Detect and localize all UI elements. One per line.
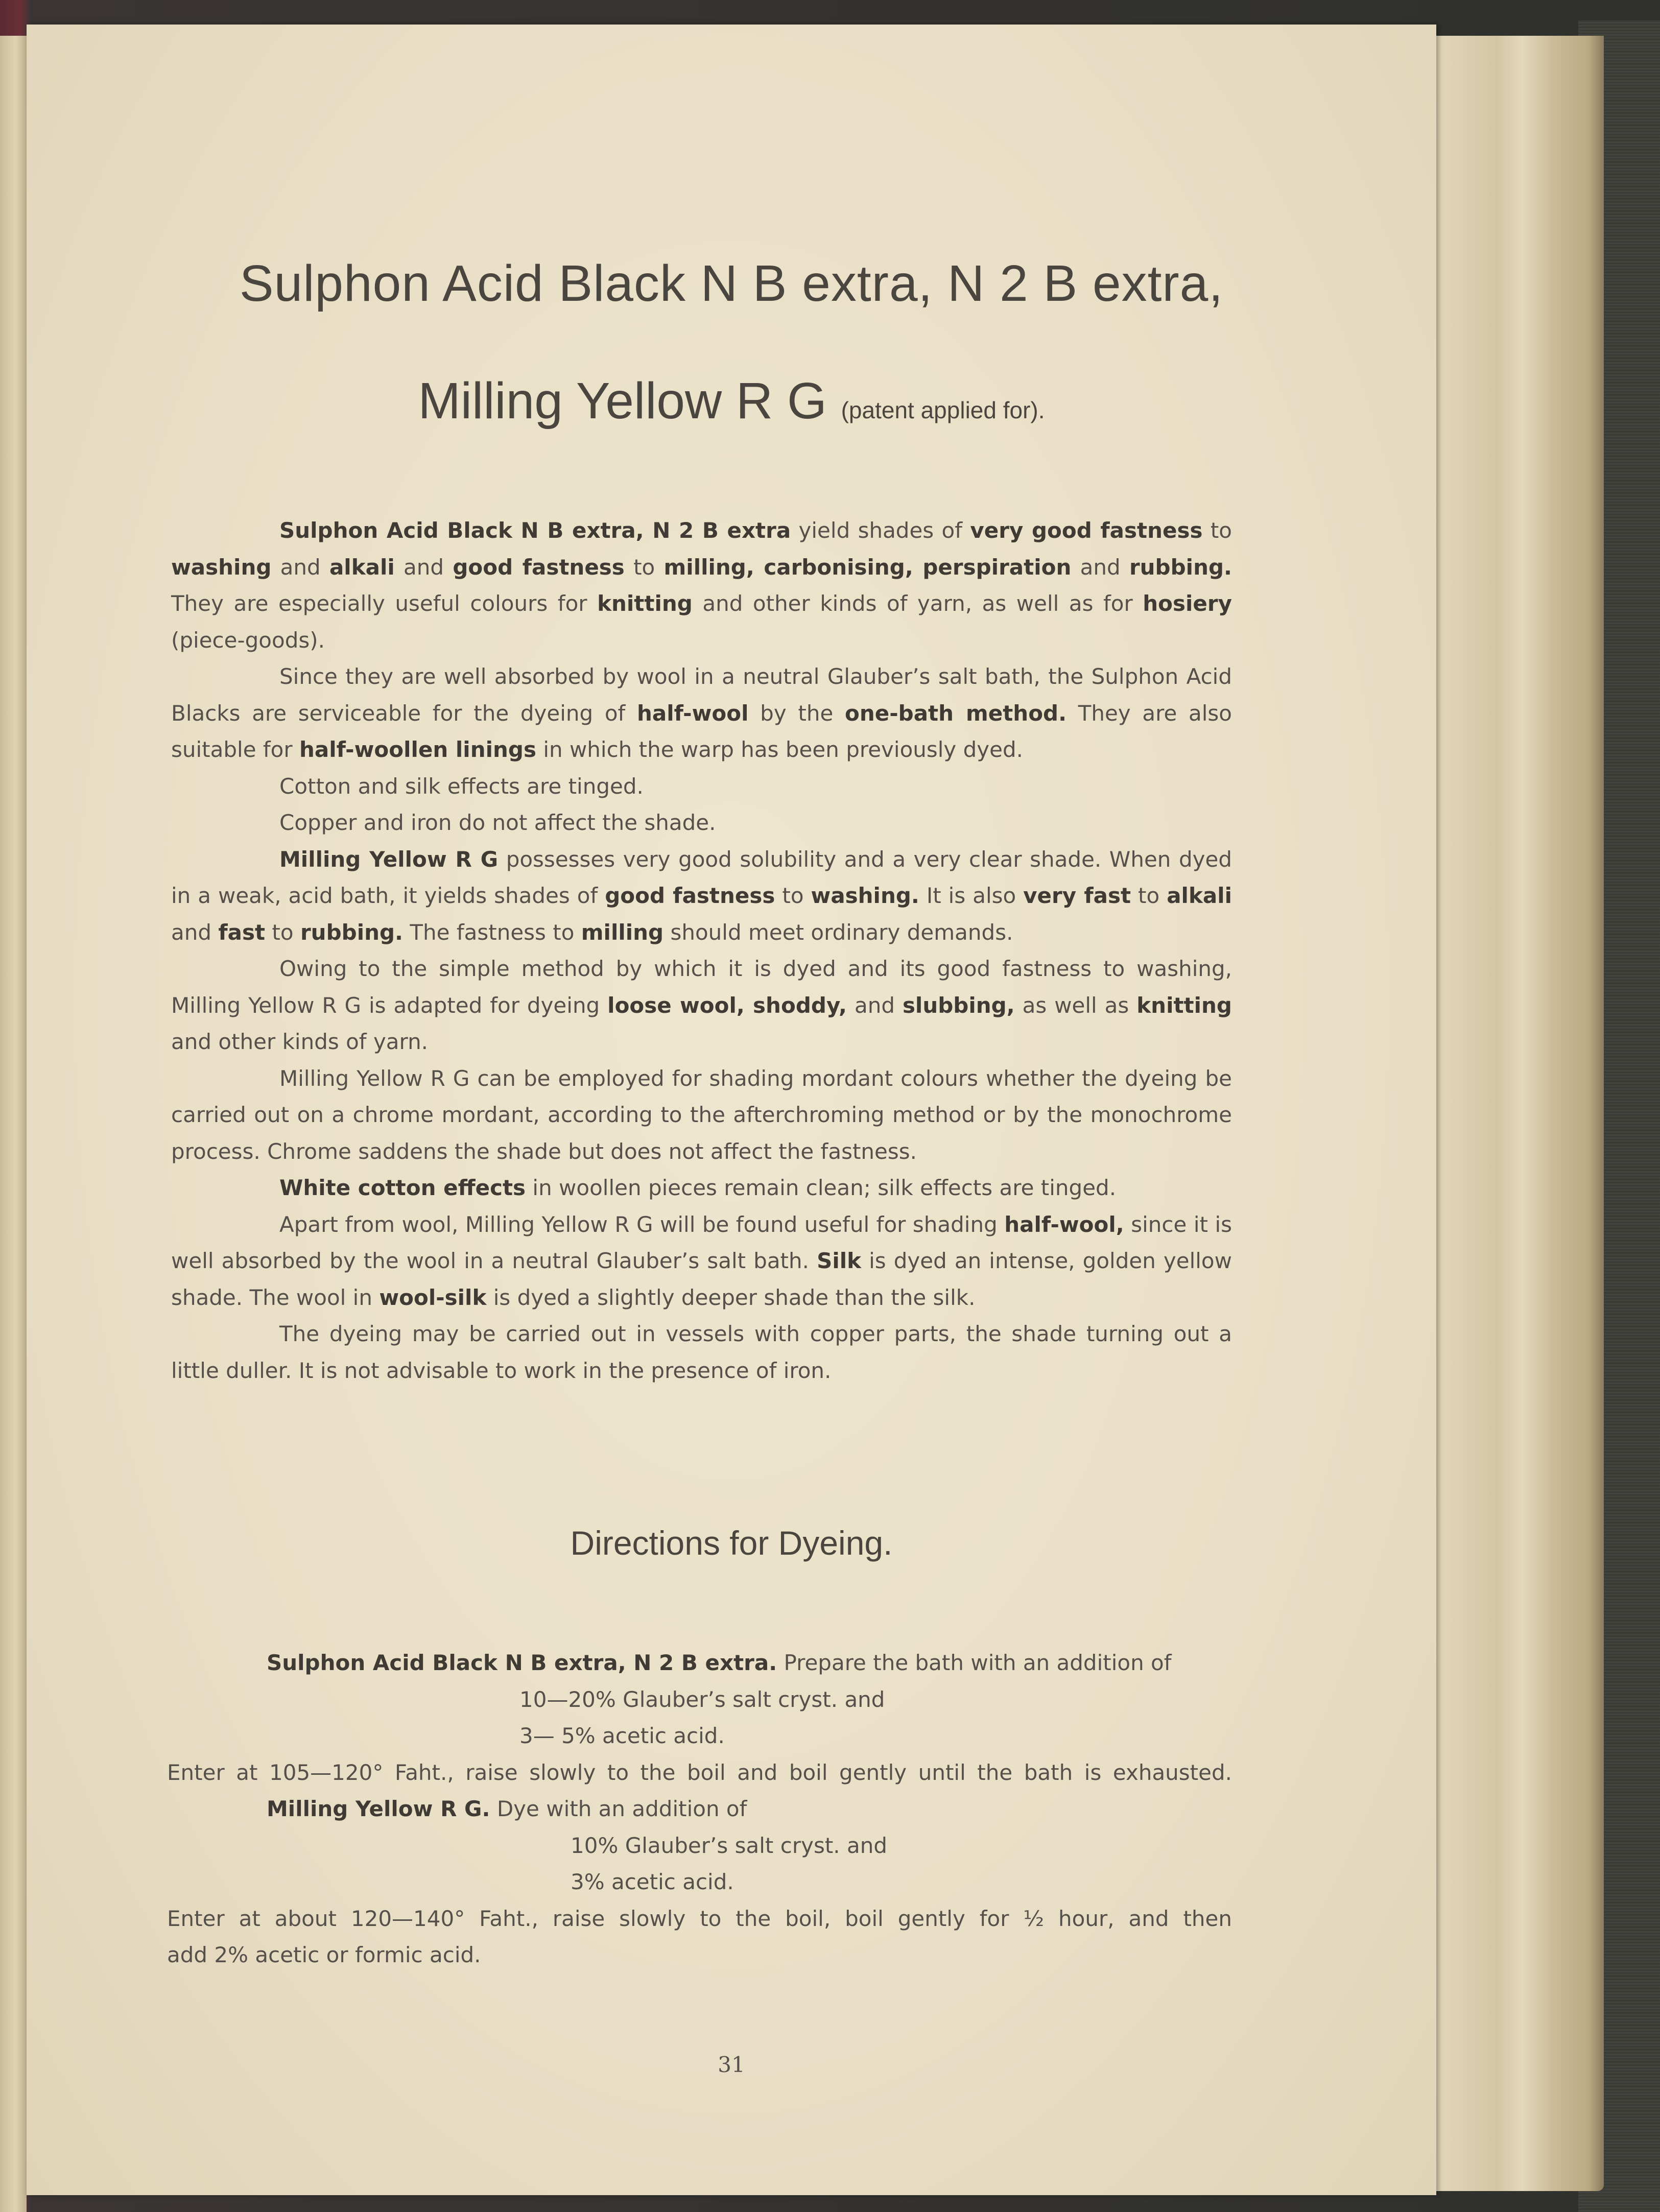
paragraph-text: to	[1202, 518, 1232, 543]
paragraph-text: by the	[748, 700, 845, 726]
emphasis-text: loose wool, shoddy,	[607, 992, 847, 1018]
black-directions-intro	[167, 1645, 1232, 1681]
body-paragraph	[171, 512, 1232, 658]
paragraph-text: Cotton and silk effects are tinged.	[279, 773, 644, 799]
emphasis-text: hosiery	[1143, 591, 1232, 616]
directions-block	[167, 1645, 1232, 1973]
paragraph-text: Owing to the simple method by which it is dyed and its good fastness to washing, Milling Yellow R G is adapted for dyeing	[171, 956, 1232, 1018]
paragraph-text: and other kinds of yarn, as well as for	[692, 591, 1143, 616]
paragraph-text: The fastness to	[403, 919, 581, 945]
page	[27, 25, 1436, 2195]
paragraph-text: and	[847, 992, 903, 1018]
heading-line-2	[27, 372, 1436, 431]
emphasis-text: Silk	[817, 1248, 862, 1273]
yellow-enter-line-2: add 2% acetic or formic acid.	[167, 1942, 481, 1967]
yellow-enter-line-1: Enter at about 120—140° Faht., raise slowly to the boil, boil gently for ½ hour, and then	[167, 1906, 1232, 1931]
emphasis-text: milling, carbonising, perspiration	[663, 554, 1072, 580]
emphasis-text: White cotton effects	[279, 1175, 526, 1200]
emphasis-text: wool-silk	[379, 1285, 487, 1310]
paragraph-text: in which the warp has been previously dyed.	[536, 737, 1024, 762]
body-paragraph	[171, 768, 1232, 805]
heading-line-1: Sulphon Acid Black N B extra, N 2 B extra,	[239, 255, 1224, 312]
yellow-directions-intro	[167, 1791, 1232, 1827]
yellow-directions-dye: Dye with an addition of	[490, 1796, 747, 1821]
emphasis-text: fast	[218, 919, 266, 945]
black-enter-line: Enter at 105—120° Faht., raise slowly to the boil and boil gently until the bath is exhausted.	[167, 1759, 1232, 1785]
emphasis-text: good fastness	[605, 883, 775, 908]
paragraph-text: and	[171, 919, 219, 945]
heading-patent-note: (patent applied for).	[841, 397, 1045, 423]
paragraph-text: Milling Yellow R G can be employed for shading mordant colours whether the dyeing be carried out on a chrome mordant, according to the afterchroming method or by the monochrome process. Chrome saddens the shade but does not affect the fastness.	[171, 1065, 1232, 1164]
body-paragraph	[171, 1170, 1232, 1206]
paragraph-text: is dyed an intense, golden yellow shade. The wool in	[171, 1248, 1232, 1310]
paragraph-text: They are especially useful colours for	[171, 591, 598, 616]
paragraph-text: to	[265, 919, 300, 945]
body-paragraph	[171, 950, 1232, 1060]
paragraph-text: and	[271, 554, 329, 580]
paragraph-text: and other kinds of yarn.	[171, 1029, 429, 1054]
emphasis-text: very good fastness	[970, 518, 1203, 543]
paragraph-text: They are also suitable for	[171, 700, 1232, 762]
paragraph-text: The dyeing may be carried out in vessels with copper parts, the shade turning out a little duller. It is not advisable to work in the presence of iron.	[171, 1321, 1232, 1383]
black-glauber-line: 10—20% Glauber’s salt cryst. and	[519, 1686, 885, 1712]
emphasis-text: Milling Yellow R G	[279, 846, 499, 872]
yellow-glauber-line: 10% Glauber’s salt cryst. and	[571, 1833, 888, 1858]
body-paragraph	[171, 1206, 1232, 1316]
emphasis-text: half-wool	[636, 700, 749, 726]
page-number: 31	[718, 2052, 745, 2077]
directions-title: Directions for Dyeing.	[570, 1524, 893, 1562]
emphasis-text: washing	[171, 554, 272, 580]
paragraph-text: yield shades of	[791, 518, 970, 543]
paragraph-text: since it is well absorbed by the wool in a neutral Glauber’s salt bath.	[171, 1211, 1232, 1273]
paragraph-text: and	[394, 554, 453, 580]
page-stack-edge	[1420, 36, 1604, 2191]
paragraph-text: Copper and iron do not affect the shade.	[279, 810, 716, 835]
emphasis-text: half-woollen linings	[299, 737, 536, 762]
paragraph-text: to	[775, 883, 811, 908]
heading-product-name: Milling Yellow R G	[418, 372, 827, 430]
left-page-edge	[0, 36, 27, 2212]
body-paragraph	[171, 804, 1232, 841]
emphasis-text: slubbing,	[902, 992, 1015, 1018]
emphasis-text: washing.	[811, 883, 919, 908]
paragraph-text: is dyed a slightly deeper shade than the silk.	[486, 1285, 976, 1310]
emphasis-text: alkali	[1167, 883, 1232, 908]
paragraph-text: to	[1131, 883, 1167, 908]
emphasis-text: very fast	[1023, 883, 1131, 908]
body-paragraph	[171, 841, 1232, 951]
paragraph-text: to	[624, 554, 664, 580]
emphasis-text: knitting	[597, 591, 693, 616]
body-paragraph	[171, 1316, 1232, 1389]
yellow-directions-product: Milling Yellow R G.	[267, 1796, 490, 1821]
emphasis-text: alkali	[329, 554, 395, 580]
paragraph-text: It is also	[919, 883, 1024, 908]
emphasis-text: one-bath method.	[844, 700, 1067, 726]
emphasis-text: good fastness	[453, 554, 625, 580]
emphasis-text: milling	[581, 919, 664, 945]
emphasis-text: rubbing.	[300, 919, 404, 945]
body-paragraph	[171, 658, 1232, 768]
paragraph-text: Apart from wool, Milling Yellow R G will be found useful for shading	[279, 1211, 1005, 1237]
paragraph-text: should meet ordinary demands.	[663, 919, 1013, 945]
emphasis-text: Sulphon Acid Black N B extra, N 2 B extra	[279, 518, 791, 543]
black-directions-prepare: Prepare the bath with an addition of	[777, 1650, 1172, 1675]
paragraph-text: as well as	[1014, 992, 1137, 1018]
body-paragraph	[171, 1060, 1232, 1170]
paragraph-text: Since they are well absorbed by wool in a neutral Glauber’s salt bath, the Sulphon Acid Blacks are serviceable for the dyeing of	[171, 664, 1232, 726]
yellow-acetic-line: 3% acetic acid.	[571, 1869, 734, 1894]
black-acetic-line: 3— 5% acetic acid.	[519, 1723, 725, 1748]
emphasis-text: knitting	[1136, 992, 1232, 1018]
black-directions-product: Sulphon Acid Black N B extra, N 2 B extra.	[267, 1650, 777, 1675]
emphasis-text: half-wool,	[1004, 1211, 1124, 1237]
emphasis-text: rubbing.	[1129, 554, 1232, 580]
paragraph-text: (piece-goods).	[171, 627, 325, 653]
body-text	[171, 512, 1232, 1389]
paragraph-text: possesses very good solubility and a very clear shade. When dyed in a weak, acid bath, it yields shades of	[171, 846, 1232, 908]
paragraph-text: in woollen pieces remain clean; silk effects are tinged.	[526, 1175, 1117, 1200]
paragraph-text: and	[1071, 554, 1129, 580]
